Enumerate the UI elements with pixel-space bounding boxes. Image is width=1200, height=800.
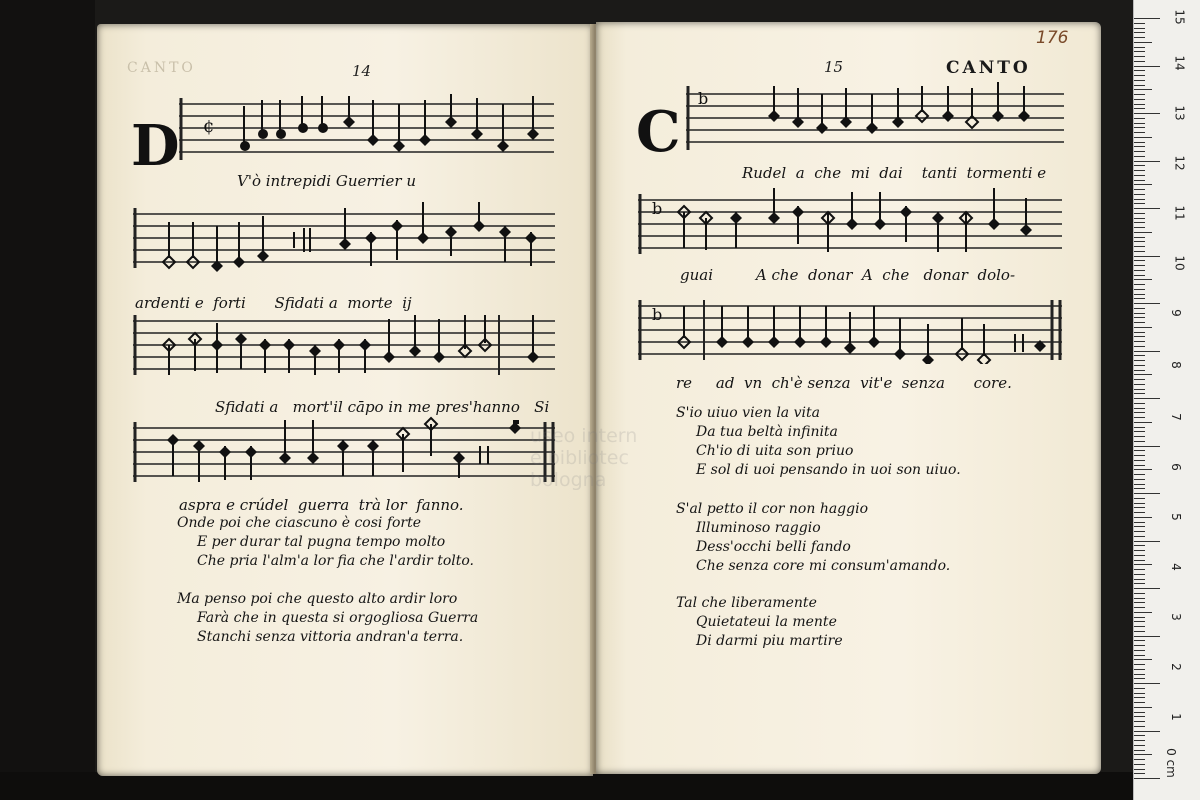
ruler-tick <box>1134 251 1145 252</box>
ruler-tick <box>1134 118 1145 119</box>
ruler-tick <box>1134 270 1145 271</box>
ruler-tick <box>1134 108 1145 109</box>
svg-text:b: b <box>652 305 663 324</box>
ruler-tick <box>1134 341 1145 342</box>
ruler-number: 13 <box>1172 105 1187 121</box>
ruler-tick <box>1134 693 1145 694</box>
ruler-tick <box>1134 165 1145 166</box>
ruler-tick <box>1134 688 1145 689</box>
ruler-tick <box>1134 279 1152 280</box>
ruler-tick <box>1134 541 1160 542</box>
ruler-tick <box>1134 184 1152 185</box>
right-lyric-3: re ad vn ch'è senza vit'e senza core. <box>676 374 1012 392</box>
ruler-tick <box>1134 298 1145 299</box>
ruler-tick <box>1134 170 1145 171</box>
watermark-line: e bibliotec <box>530 447 629 469</box>
ruler-tick <box>1134 275 1145 276</box>
ruler-tick <box>1134 564 1152 565</box>
ruler-tick <box>1134 403 1145 404</box>
ruler-tick <box>1134 726 1145 727</box>
ruler-tick <box>1134 374 1152 375</box>
ruler-tick <box>1134 569 1145 570</box>
ruler-tick <box>1134 493 1160 494</box>
left-staff-4 <box>133 416 558 486</box>
left-page <box>97 24 593 776</box>
ruler-tick <box>1134 113 1160 114</box>
ruler-tick <box>1134 750 1145 751</box>
ruler-tick <box>1134 602 1145 603</box>
ruler-tick <box>1134 759 1145 760</box>
ruler-tick <box>1134 51 1145 52</box>
verse-line: Stanchi senza vittoria andran'a terra. <box>197 629 464 645</box>
ruler-tick <box>1134 208 1160 209</box>
ruler-tick <box>1134 393 1145 394</box>
left-staff-3 <box>133 309 558 379</box>
ruler-tick <box>1134 731 1160 732</box>
ruler-tick <box>1134 194 1145 195</box>
ruler-tick <box>1134 417 1145 418</box>
ruler-tick <box>1134 436 1145 437</box>
ruler-tick <box>1134 431 1145 432</box>
ruler-tick <box>1134 721 1145 722</box>
ruler-tick <box>1134 469 1152 470</box>
ruler-number: 1 <box>1168 713 1183 721</box>
ruler-tick <box>1134 754 1152 755</box>
ruler-number: 5 <box>1168 513 1183 521</box>
ruler-tick <box>1134 175 1145 176</box>
folio-number: 176 <box>1036 28 1069 48</box>
left-staff-1 <box>179 94 559 164</box>
ruler-tick <box>1134 317 1145 318</box>
ruler-tick <box>1134 37 1145 38</box>
ruler-tick <box>1134 598 1145 599</box>
ruler-tick <box>1134 536 1145 537</box>
ruler-tick <box>1134 702 1145 703</box>
ruler-tick <box>1134 308 1145 309</box>
ruler-tick <box>1134 526 1145 527</box>
right-running-head: CANTO <box>946 58 1031 78</box>
right-page-number: 15 <box>824 58 844 76</box>
verse-line: Che pria l'alm'a lor fia che l'ardir tolto. <box>197 553 474 569</box>
left-page-number: 14 <box>352 62 372 80</box>
left-verse-2 <box>177 590 478 647</box>
background-left <box>0 0 95 800</box>
ruler-tick <box>1134 517 1152 518</box>
museum-watermark <box>530 425 637 491</box>
left-lyric-3: Sfidati a mort'il cāpo in me pres'hanno Si <box>215 398 550 416</box>
ruler-tick <box>1134 32 1145 33</box>
right-lyric-1: Rudel a che mi dai tanti tormenti e <box>742 164 1047 182</box>
ruler-tick <box>1134 503 1145 504</box>
ruler-tick <box>1134 484 1145 485</box>
ruler-tick <box>1134 716 1145 717</box>
ruler-tick <box>1134 355 1145 356</box>
ruler-tick <box>1134 23 1145 24</box>
ruler-tick <box>1134 735 1145 736</box>
ruler-tick <box>1134 778 1160 779</box>
ruler-unit-label: 0 cm <box>1163 748 1178 778</box>
ruler-tick <box>1134 75 1145 76</box>
ruler-tick <box>1134 104 1145 105</box>
left-lyric-2: ardenti e forti Sfidati a morte ij <box>135 294 412 312</box>
verse-line: S'al petto il cor non haggio <box>676 501 869 517</box>
ruler-tick <box>1134 512 1145 513</box>
ruler-tick <box>1134 289 1145 290</box>
verse-line: Di darmi piu martire <box>696 633 843 649</box>
ruler-tick <box>1134 550 1145 551</box>
ruler-tick <box>1134 740 1145 741</box>
ruler-tick <box>1134 697 1145 698</box>
right-lyric-2: guai A che donar A che donar dolo- <box>680 266 1016 284</box>
ruler-tick <box>1134 180 1145 181</box>
ruler-tick <box>1134 583 1145 584</box>
ruler-tick <box>1134 612 1152 613</box>
ruler-tick <box>1134 593 1145 594</box>
ruler-tick <box>1134 327 1152 328</box>
ruler-tick <box>1134 398 1160 399</box>
ruler-tick <box>1134 161 1160 162</box>
ruler-tick <box>1134 80 1145 81</box>
ruler-tick <box>1134 631 1145 632</box>
ruler-tick <box>1134 132 1145 133</box>
verse-line: Da tua beltà infinita <box>696 424 838 440</box>
ruler-tick <box>1134 66 1160 67</box>
ruler-tick <box>1134 199 1145 200</box>
ruler-tick <box>1134 246 1145 247</box>
ruler-tick <box>1134 507 1145 508</box>
ruler-tick <box>1134 303 1160 304</box>
ruler-tick <box>1134 479 1145 480</box>
ruler-tick <box>1134 769 1145 770</box>
verse-line: Onde poi che ciascuno è cosi forte <box>177 515 422 531</box>
ruler-tick <box>1134 674 1145 675</box>
ruler-tick <box>1134 522 1145 523</box>
ruler-tick <box>1134 545 1145 546</box>
ruler-tick <box>1134 370 1145 371</box>
ruler-number: 7 <box>1168 413 1183 421</box>
right-initial-letter: C <box>636 99 681 165</box>
ruler-tick <box>1134 379 1145 380</box>
ruler-number: 2 <box>1168 663 1183 671</box>
left-staff-2 <box>133 202 558 272</box>
ruler-tick <box>1134 94 1145 95</box>
ruler-tick <box>1134 678 1145 679</box>
ruler-tick <box>1134 265 1145 266</box>
verse-line: Ma penso poi che questo alto ardir loro <box>177 591 458 607</box>
ruler-tick <box>1134 227 1145 228</box>
ruler-tick <box>1134 626 1145 627</box>
ruler-number: 4 <box>1168 563 1183 571</box>
ruler-tick <box>1134 232 1152 233</box>
watermark-line: bologna <box>530 469 607 491</box>
ruler-tick <box>1134 712 1145 713</box>
ruler-tick <box>1134 650 1145 651</box>
ruler-tick <box>1134 313 1145 314</box>
ruler-tick <box>1134 47 1145 48</box>
measurement-ruler <box>1133 0 1200 800</box>
ruler-tick <box>1134 256 1160 257</box>
ruler-number: 6 <box>1168 463 1183 471</box>
ruler-tick <box>1134 617 1145 618</box>
svg-text:b: b <box>652 199 663 218</box>
left-lyric-4: aspra e crúdel guerra trà lor fanno. <box>179 496 464 514</box>
ruler-tick <box>1134 142 1145 143</box>
ruler-tick <box>1134 636 1160 637</box>
right-verse-1 <box>676 404 961 480</box>
ruler-tick <box>1134 579 1145 580</box>
ruler-tick <box>1134 213 1145 214</box>
right-verse-2 <box>676 500 950 576</box>
ruler-tick <box>1134 669 1145 670</box>
ruler-tick <box>1134 560 1145 561</box>
ruler-tick <box>1134 659 1152 660</box>
ruler-tick <box>1134 555 1145 556</box>
right-verse-3 <box>676 594 843 651</box>
ruler-number: 3 <box>1168 613 1183 621</box>
ruler-tick <box>1134 146 1145 147</box>
ruler-tick <box>1134 123 1145 124</box>
ruler-tick <box>1134 588 1160 589</box>
ruler-tick <box>1134 408 1145 409</box>
ruler-tick <box>1134 346 1145 347</box>
svg-text:¢: ¢ <box>203 116 215 137</box>
ruler-tick <box>1134 621 1145 622</box>
ruler-tick <box>1134 683 1160 684</box>
ruler-tick <box>1134 664 1145 665</box>
verse-line: E per durar tal pugna tempo molto <box>197 534 446 550</box>
ruler-tick <box>1134 89 1152 90</box>
ruler-number: 10 <box>1172 255 1187 271</box>
ruler-tick <box>1134 70 1145 71</box>
ruler-tick <box>1134 450 1145 451</box>
watermark-line: useo intern <box>530 425 638 447</box>
ruler-tick <box>1134 655 1145 656</box>
ruler-tick <box>1134 389 1145 390</box>
ruler-number: 12 <box>1172 155 1187 171</box>
right-staff-3 <box>638 294 1068 364</box>
ruler-tick <box>1134 336 1145 337</box>
ruler-tick <box>1134 56 1145 57</box>
ruler-number: 11 <box>1172 205 1187 221</box>
ruler-tick <box>1134 351 1160 352</box>
left-lyric-1: V'ò intrepidi Guerrier u <box>237 172 416 190</box>
ruler-tick <box>1134 645 1145 646</box>
ruler-tick <box>1134 640 1145 641</box>
right-page <box>596 22 1101 774</box>
ruler-number: 15 <box>1172 9 1187 25</box>
ruler-tick <box>1134 764 1145 765</box>
ruler-tick <box>1134 42 1152 43</box>
ruler-tick <box>1134 607 1145 608</box>
ruler-tick <box>1134 99 1145 100</box>
ruler-tick <box>1134 156 1145 157</box>
ruler-tick <box>1134 422 1152 423</box>
ruler-tick <box>1134 284 1145 285</box>
verse-line: E sol di uoi pensando in uoi son uiuo. <box>696 462 961 478</box>
ruler-tick <box>1134 28 1145 29</box>
ruler-tick <box>1134 203 1145 204</box>
ruler-tick <box>1134 460 1145 461</box>
verse-line: S'io uiuo vien la vita <box>676 405 820 421</box>
ruler-tick <box>1134 137 1152 138</box>
ruler-tick <box>1134 455 1145 456</box>
ruler-tick <box>1134 360 1145 361</box>
verse-line: Illuminoso raggio <box>696 520 821 536</box>
ruler-number: 8 <box>1168 361 1183 369</box>
ruler-tick <box>1134 127 1145 128</box>
left-initial-letter: D <box>131 113 180 179</box>
ruler-tick <box>1134 18 1160 19</box>
ruler-tick <box>1134 322 1145 323</box>
ruler-tick <box>1134 189 1145 190</box>
ruler-tick <box>1134 260 1145 261</box>
ruler-tick <box>1134 427 1145 428</box>
verse-line: Farà che in questa si orgogliosa Guerra <box>197 610 479 626</box>
verse-line: Che senza core mi consum'amando. <box>696 558 951 574</box>
background-bottom <box>0 772 1135 800</box>
ruler-tick <box>1134 465 1145 466</box>
ruler-tick <box>1134 241 1145 242</box>
ruler-tick <box>1134 488 1145 489</box>
left-ghost-header: CANTO <box>127 60 196 76</box>
ruler-tick <box>1134 773 1145 774</box>
ruler-tick <box>1134 412 1145 413</box>
ruler-tick <box>1134 745 1145 746</box>
verse-line: Ch'io di uita son priuo <box>696 443 854 459</box>
verse-line: Dess'occhi belli fando <box>696 539 851 555</box>
ruler-number: 14 <box>1172 55 1187 71</box>
ruler-tick <box>1134 498 1145 499</box>
verse-line: Quietateui la mente <box>696 614 837 630</box>
ruler-tick <box>1134 237 1145 238</box>
ruler-tick <box>1134 441 1145 442</box>
ruler-tick <box>1134 85 1145 86</box>
ruler-tick <box>1134 474 1145 475</box>
ruler-tick <box>1134 365 1145 366</box>
svg-text:b: b <box>698 89 709 108</box>
left-verse-1 <box>177 514 474 571</box>
ruler-tick <box>1134 294 1145 295</box>
right-staff-2 <box>638 188 1068 258</box>
ruler-tick <box>1134 446 1160 447</box>
ruler-tick <box>1134 384 1145 385</box>
ruler-tick <box>1134 218 1145 219</box>
ruler-tick <box>1134 531 1145 532</box>
verse-line: Tal che liberamente <box>676 595 817 611</box>
ruler-tick <box>1134 222 1145 223</box>
right-staff-1 <box>686 80 1066 150</box>
ruler-tick <box>1134 151 1145 152</box>
ruler-tick <box>1134 332 1145 333</box>
ruler-tick <box>1134 574 1145 575</box>
ruler-tick <box>1134 707 1152 708</box>
ruler-number: 9 <box>1168 309 1183 317</box>
ruler-tick <box>1134 61 1145 62</box>
